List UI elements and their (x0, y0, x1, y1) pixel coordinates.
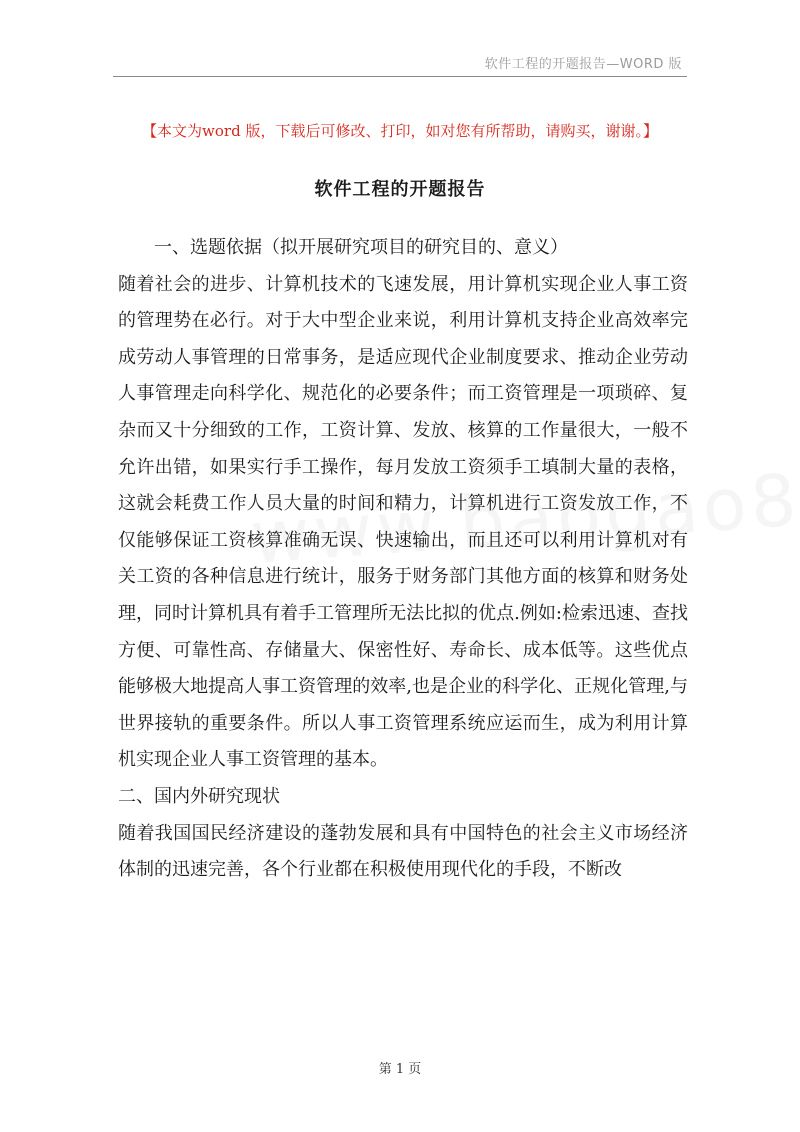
section-heading-2: 二、国内外研究现状 (118, 785, 280, 807)
purchase-notice: 【本文为word 版，下载后可修改、打印，如对您有所帮助，请购买，谢谢。】 (142, 122, 658, 140)
document-body (118, 230, 688, 889)
running-header: 软件工程的开题报告—WORD 版 (484, 57, 682, 72)
document-title: 软件工程的开题报告 (314, 179, 486, 200)
header-divider (113, 76, 687, 77)
section-heading-1: 一、选题依据（拟开展研究项目的研究目的、意义） (154, 237, 568, 258)
page-number: 第 1 页 (378, 1062, 422, 1077)
section-paragraph-2: 随着我国国民经济建设的蓬勃发展和具有中国特色的社会主义市场经济体制的迅速完善，各个行业都在积极使用现代化的手段，不断改 (118, 822, 688, 881)
section-paragraph-1: 随着社会的进步、计算机技术的飞速发展，用计算机实现企业人事工资的管理势在必行。对于大中型企业来说，利用计算机支持企业高效率完成劳动人事管理的日常事务，是适应现代企业制度要求、推动企业劳动人事管理走向科学化、规范化的必要条件；而工资管理是一项琐碎、复杂而又十分细致的工作，工资计算、发放、核算的工作量很大，一般不允许出错，如果实行手工操作，每月发放工资须手工填制大量的表格，这就会耗费工作人员大量的时间和精力，计算机进行工资发放工作，不仅能够保证工资核算准确无误、快速输出，而且还可以利用计算机对有关工资的各种信息进行统计，服务于财务部门其他方面的核算和财务处理，同时计算机具有着手工管理所无法比拟的优点.例如:检索迅速、查找方便、可靠性高、存储量大、保密性好、寿命长、成本低等。这些优点能够极大地提高人事工资管理的效率,也是企业的科学化、正规化管理,与世界接轨的重要条件。所以人事工资管理系统应运而生，成为利用计算机实现企业人事工资管理的基本。 (118, 273, 688, 771)
